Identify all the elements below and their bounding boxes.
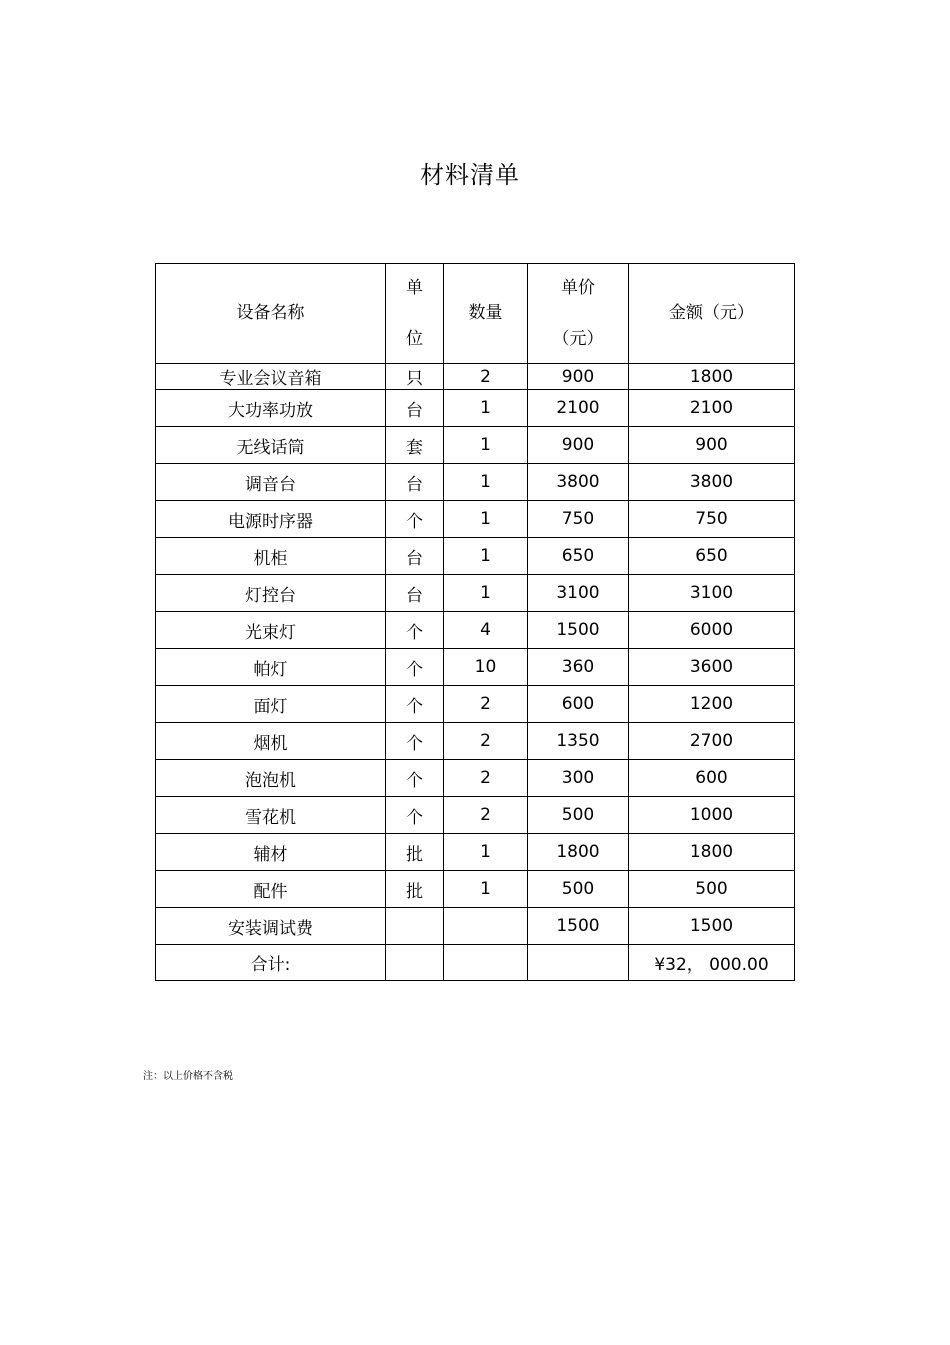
cell-unit: 台: [386, 575, 444, 612]
total-amount: ¥32， 000.00: [629, 945, 795, 981]
cell-price: 1350: [528, 723, 629, 760]
cell-amount: 750: [629, 501, 795, 538]
cell-unit: 个: [386, 723, 444, 760]
header-price: [528, 264, 629, 364]
table-row: [156, 501, 795, 538]
cell-price: 900: [528, 364, 629, 390]
cell-unit: 只: [386, 364, 444, 390]
cell-name: 灯控台: [156, 575, 386, 612]
header-unit: [386, 264, 444, 364]
cell-qty: 1: [444, 538, 528, 575]
page-title: 材料清单: [420, 161, 520, 189]
header-price-line2: （元）: [552, 328, 604, 349]
table-row: [156, 686, 795, 723]
cell-qty: 4: [444, 612, 528, 649]
cell-name: 无线话筒: [156, 427, 386, 464]
total-empty-price: [528, 945, 629, 981]
cell-name: 辅材: [156, 834, 386, 871]
header-name: 设备名称: [156, 264, 386, 364]
cell-amount: 1800: [629, 834, 795, 871]
cell-name: 专业会议音箱: [156, 364, 386, 390]
cell-name: 光束灯: [156, 612, 386, 649]
cell-qty: [444, 908, 528, 945]
cell-qty: 1: [444, 390, 528, 427]
table-row: [156, 612, 795, 649]
cell-price: 600: [528, 686, 629, 723]
cell-name: 调音台: [156, 464, 386, 501]
cell-amount: 900: [629, 427, 795, 464]
table-row: [156, 908, 795, 945]
cell-name: 泡泡机: [156, 760, 386, 797]
table-row: [156, 797, 795, 834]
total-row: [156, 945, 795, 981]
cell-amount: 6000: [629, 612, 795, 649]
cell-name: 面灯: [156, 686, 386, 723]
cell-name: 机柜: [156, 538, 386, 575]
cell-unit: 个: [386, 612, 444, 649]
cell-amount: 3600: [629, 649, 795, 686]
cell-amount: 2700: [629, 723, 795, 760]
total-empty-unit: [386, 945, 444, 981]
cell-price: 650: [528, 538, 629, 575]
cell-price: 3800: [528, 464, 629, 501]
table-row: [156, 575, 795, 612]
cell-unit: 个: [386, 797, 444, 834]
table-row: [156, 834, 795, 871]
cell-price: 900: [528, 427, 629, 464]
table-row: [156, 364, 795, 390]
cell-unit: 批: [386, 871, 444, 908]
cell-qty: 2: [444, 686, 528, 723]
cell-name: 帕灯: [156, 649, 386, 686]
cell-amount: 1800: [629, 364, 795, 390]
header-unit-line2: 位: [406, 328, 423, 349]
table-row: [156, 538, 795, 575]
cell-price: 3100: [528, 575, 629, 612]
cell-amount: 600: [629, 760, 795, 797]
cell-unit: [386, 908, 444, 945]
cell-amount: 500: [629, 871, 795, 908]
table-row: [156, 390, 795, 427]
table-row: [156, 464, 795, 501]
total-empty-qty: [444, 945, 528, 981]
cell-qty: 1: [444, 871, 528, 908]
tax-note: 注：以上价格不含税: [143, 1071, 233, 1082]
header-unit-line1: 单: [406, 277, 423, 298]
cell-qty: 10: [444, 649, 528, 686]
cell-name: 大功率功放: [156, 390, 386, 427]
cell-amount: 2100: [629, 390, 795, 427]
cell-price: 500: [528, 871, 629, 908]
cell-price: 360: [528, 649, 629, 686]
cell-price: 1500: [528, 908, 629, 945]
cell-qty: 1: [444, 501, 528, 538]
cell-unit: 个: [386, 760, 444, 797]
cell-unit: 批: [386, 834, 444, 871]
material-list-table: [155, 263, 795, 981]
cell-qty: 2: [444, 364, 528, 390]
cell-amount: 650: [629, 538, 795, 575]
cell-name: 雪花机: [156, 797, 386, 834]
cell-price: 1800: [528, 834, 629, 871]
total-label: 合计:: [156, 945, 386, 981]
cell-qty: 1: [444, 575, 528, 612]
cell-qty: 1: [444, 427, 528, 464]
table-row: [156, 427, 795, 464]
cell-name: 烟机: [156, 723, 386, 760]
table-header-row: [156, 264, 795, 364]
cell-name: 安装调试费: [156, 908, 386, 945]
cell-price: 1500: [528, 612, 629, 649]
cell-qty: 2: [444, 723, 528, 760]
cell-price: 750: [528, 501, 629, 538]
table-row: [156, 649, 795, 686]
cell-price: 500: [528, 797, 629, 834]
cell-qty: 1: [444, 464, 528, 501]
cell-unit: 台: [386, 538, 444, 575]
header-amount: 金额（元）: [629, 264, 795, 364]
cell-amount: 3800: [629, 464, 795, 501]
cell-amount: 1500: [629, 908, 795, 945]
cell-qty: 2: [444, 760, 528, 797]
cell-price: 300: [528, 760, 629, 797]
cell-amount: 1000: [629, 797, 795, 834]
cell-price: 2100: [528, 390, 629, 427]
cell-unit: 个: [386, 686, 444, 723]
cell-unit: 套: [386, 427, 444, 464]
cell-unit: 台: [386, 390, 444, 427]
cell-qty: 2: [444, 797, 528, 834]
cell-amount: 1200: [629, 686, 795, 723]
cell-qty: 1: [444, 834, 528, 871]
header-price-line1: 单价: [561, 277, 595, 298]
cell-name: 配件: [156, 871, 386, 908]
cell-name: 电源时序器: [156, 501, 386, 538]
cell-unit: 个: [386, 501, 444, 538]
cell-unit: 个: [386, 649, 444, 686]
header-quantity: 数量: [444, 264, 528, 364]
table-row: [156, 723, 795, 760]
cell-unit: 台: [386, 464, 444, 501]
table-row: [156, 760, 795, 797]
cell-amount: 3100: [629, 575, 795, 612]
table-row: [156, 871, 795, 908]
